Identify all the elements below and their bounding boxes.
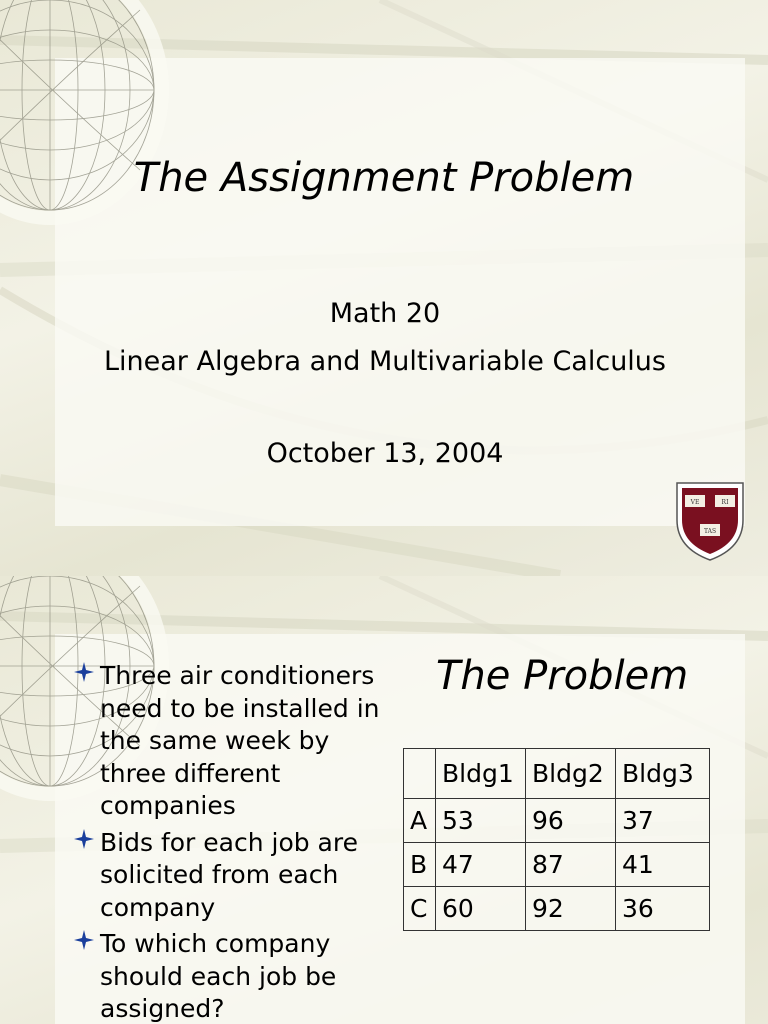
row-label: B — [404, 843, 436, 887]
svg-text:VE: VE — [690, 499, 700, 506]
course-name: Math 20 — [329, 298, 441, 329]
table-row — [404, 799, 710, 843]
header-cell — [404, 749, 436, 799]
bids-table — [403, 748, 710, 931]
bullet-text: To which company should each job be assigned? — [100, 929, 337, 1023]
table-header-row — [404, 749, 710, 799]
course-topic: Linear Algebra and Multivariable Calculus — [103, 346, 666, 377]
lecture-date: October 13, 2004 — [266, 438, 504, 469]
bullet-item — [74, 660, 394, 823]
table-cell: 47 — [436, 843, 526, 887]
table-cell: 36 — [616, 887, 710, 931]
svg-text:RI: RI — [721, 499, 729, 506]
header-cell: Bldg1 — [436, 749, 526, 799]
header-cell: Bldg2 — [526, 749, 616, 799]
svg-text:TAS: TAS — [703, 528, 717, 535]
table-row — [404, 887, 710, 931]
star-bullet-icon — [74, 829, 94, 849]
slide-title: The Assignment Problem — [133, 155, 635, 201]
bullet-list — [74, 660, 394, 1024]
bullet-text: Bids for each job are solicited from each company — [100, 827, 358, 922]
table-cell: 41 — [616, 843, 710, 887]
row-label: A — [404, 799, 436, 843]
table-row — [404, 843, 710, 887]
problem-title: The Problem — [436, 653, 689, 699]
harvard-shield-logo — [674, 480, 746, 562]
bullet-item — [74, 928, 394, 1024]
star-bullet-icon — [74, 662, 94, 682]
bullet-text: Three air conditioners need to be installed in the same week by three different companies — [100, 661, 380, 820]
row-label: C — [404, 887, 436, 931]
table-cell: 96 — [526, 799, 616, 843]
table-cell: 92 — [526, 887, 616, 931]
wire-globe-icon — [0, 0, 190, 240]
table-cell: 60 — [436, 887, 526, 931]
header-cell: Bldg3 — [616, 749, 710, 799]
bullet-item — [74, 827, 394, 925]
table-cell: 37 — [616, 799, 710, 843]
table-cell: 53 — [436, 799, 526, 843]
table-cell: 87 — [526, 843, 616, 887]
star-bullet-icon — [74, 930, 94, 950]
